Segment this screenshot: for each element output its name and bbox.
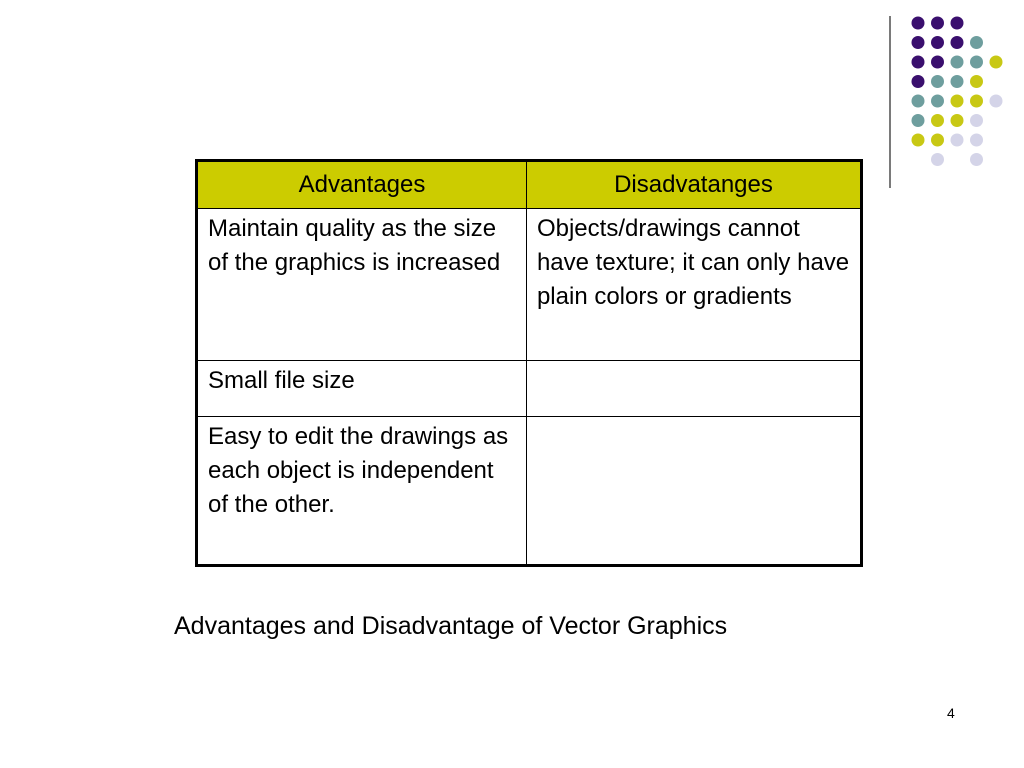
decorative-dot <box>951 36 964 49</box>
decorative-dot <box>951 114 964 127</box>
table-row <box>197 417 862 566</box>
vertical-divider <box>889 16 891 188</box>
decorative-dot <box>912 134 925 147</box>
decorative-dot <box>931 36 944 49</box>
decorative-dot <box>912 95 925 108</box>
decorative-dot <box>951 56 964 69</box>
decorative-dot <box>931 114 944 127</box>
table-row <box>197 209 862 361</box>
decorative-dot <box>951 75 964 88</box>
decorative-dot <box>970 36 983 49</box>
decorative-dot <box>931 17 944 30</box>
decorative-dot <box>912 36 925 49</box>
decorative-dot <box>931 153 944 166</box>
decorative-dot <box>951 17 964 30</box>
slide-number: 4 <box>947 705 955 721</box>
decorative-dot <box>912 75 925 88</box>
decorative-dot <box>931 95 944 108</box>
decorative-dot <box>970 153 983 166</box>
comparison-table <box>195 159 863 567</box>
decorative-dot <box>931 134 944 147</box>
decorative-dot <box>970 95 983 108</box>
disadvantages-header: Disadvatanges <box>526 161 861 209</box>
decorative-dot <box>970 56 983 69</box>
decorative-dot <box>912 17 925 30</box>
advantage-cell: Maintain quality as the size of the graphics is increased <box>197 209 527 361</box>
decorative-dot <box>951 134 964 147</box>
table-header-row <box>197 161 862 209</box>
decorative-dot <box>912 56 925 69</box>
advantage-cell: Small file size <box>197 361 527 417</box>
decorative-dot <box>931 75 944 88</box>
decorative-dot <box>931 56 944 69</box>
decorative-dot <box>990 95 1003 108</box>
disadvantage-cell: Objects/drawings cannot have texture; it can only have plain colors or gradients <box>526 209 861 361</box>
decorative-dot <box>970 114 983 127</box>
corner-dot-pattern <box>0 0 1024 180</box>
advantages-header: Advantages <box>197 161 527 209</box>
slide-caption: Advantages and Disadvantage of Vector Graphics <box>174 612 728 640</box>
decorative-dot <box>912 114 925 127</box>
decorative-dot <box>951 95 964 108</box>
decorative-dot <box>970 75 983 88</box>
decorative-dot <box>970 134 983 147</box>
decorative-dot <box>990 56 1003 69</box>
advantage-cell: Easy to edit the drawings as each object is independent of the other. <box>197 417 527 566</box>
table-row <box>197 361 862 417</box>
disadvantage-cell <box>526 361 861 417</box>
disadvantage-cell <box>526 417 861 566</box>
